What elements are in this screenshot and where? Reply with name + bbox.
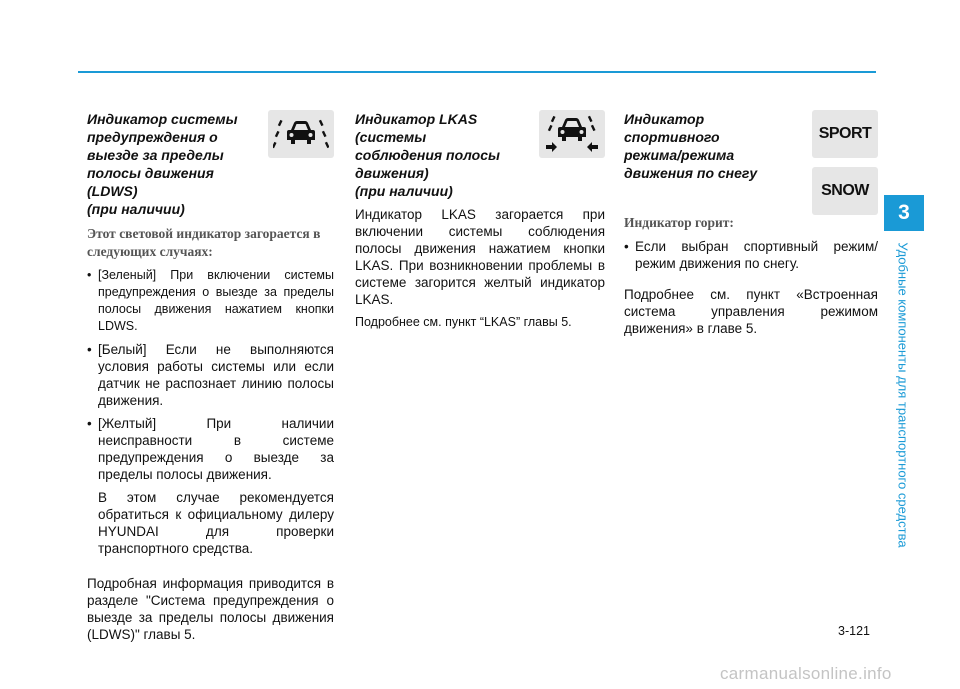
snow-mode-badge: SNOW: [812, 167, 878, 215]
lkas-section: [355, 110, 605, 331]
drive-mode-subheading: Индикатор горит:: [624, 215, 734, 230]
sport-mode-badge: SPORT: [812, 110, 878, 158]
ldws-lane-icon: [273, 114, 329, 154]
chapter-number-tab: 3: [884, 195, 924, 231]
list-item: • Если выбран спортивный режим/режим движения по снегу.: [624, 238, 878, 272]
list-item: • [Желтый] При наличии неисправности в системе предупреждения о выезде за пределы полосы движения.: [87, 415, 334, 483]
lkas-lane-icon: [544, 114, 600, 154]
drive-mode-section: [624, 110, 878, 337]
ldws-bullet-list: [87, 267, 334, 483]
lkas-indicator-icon-box: [539, 110, 605, 158]
lkas-reference-note: Подробнее см. пункт “LKAS” главы 5.: [355, 315, 572, 329]
list-item: • [Зеленый] При включении системы предупреждения о выезде за пределы полосы движения нажатием кнопки LDWS.: [87, 267, 334, 335]
lkas-heading: Индикатор LKAS (системы соблюдения полосы движения) (при наличии): [355, 111, 500, 199]
ldws-reference-note: Подробная информация приводится в разделе "Система предупреждения о выезде за пределы полосы движения (LDWS)" главы 5.: [87, 576, 334, 642]
drive-mode-bullet-list: [624, 238, 878, 272]
drive-mode-heading: Индикатор спортивного режима/режима движения по снегу: [624, 111, 758, 181]
watermark: carmanualsonline.info: [720, 664, 892, 683]
page-number: 3-121: [838, 624, 870, 638]
chapter-side-title: Удобные компоненты для транспортного средства: [895, 242, 911, 548]
ldws-subheading: Этот световой индикатор загорается в следующих случаях:: [87, 226, 321, 259]
ldws-heading: Индикатор системы предупреждения о выезде за пределы полосы движения (LDWS) (при наличии): [87, 111, 238, 217]
ldws-indicator-icon-box: [268, 110, 334, 158]
top-divider-line: [78, 71, 876, 73]
ldws-bullet-extra: В этом случае рекомендуется обратиться к официальному дилеру HYUNDAI для проверки транспортного средства.: [98, 490, 334, 556]
list-item: • [Белый] Если не выполняются условия работы системы или если датчик не распознает линию полосы движения.: [87, 341, 334, 409]
ldws-section: [87, 110, 334, 643]
lkas-description: Индикатор LKAS загорается при включении системы соблюдения полосы движения нажатием кнопки LKAS. При возникновении проблемы в системе загорится желтый индикатор LKAS.: [355, 207, 605, 307]
drive-mode-badges: [812, 110, 878, 215]
drive-mode-reference-note: Подробнее см. пункт «Встроенная система управления режимом движения» в главе 5.: [624, 287, 878, 336]
